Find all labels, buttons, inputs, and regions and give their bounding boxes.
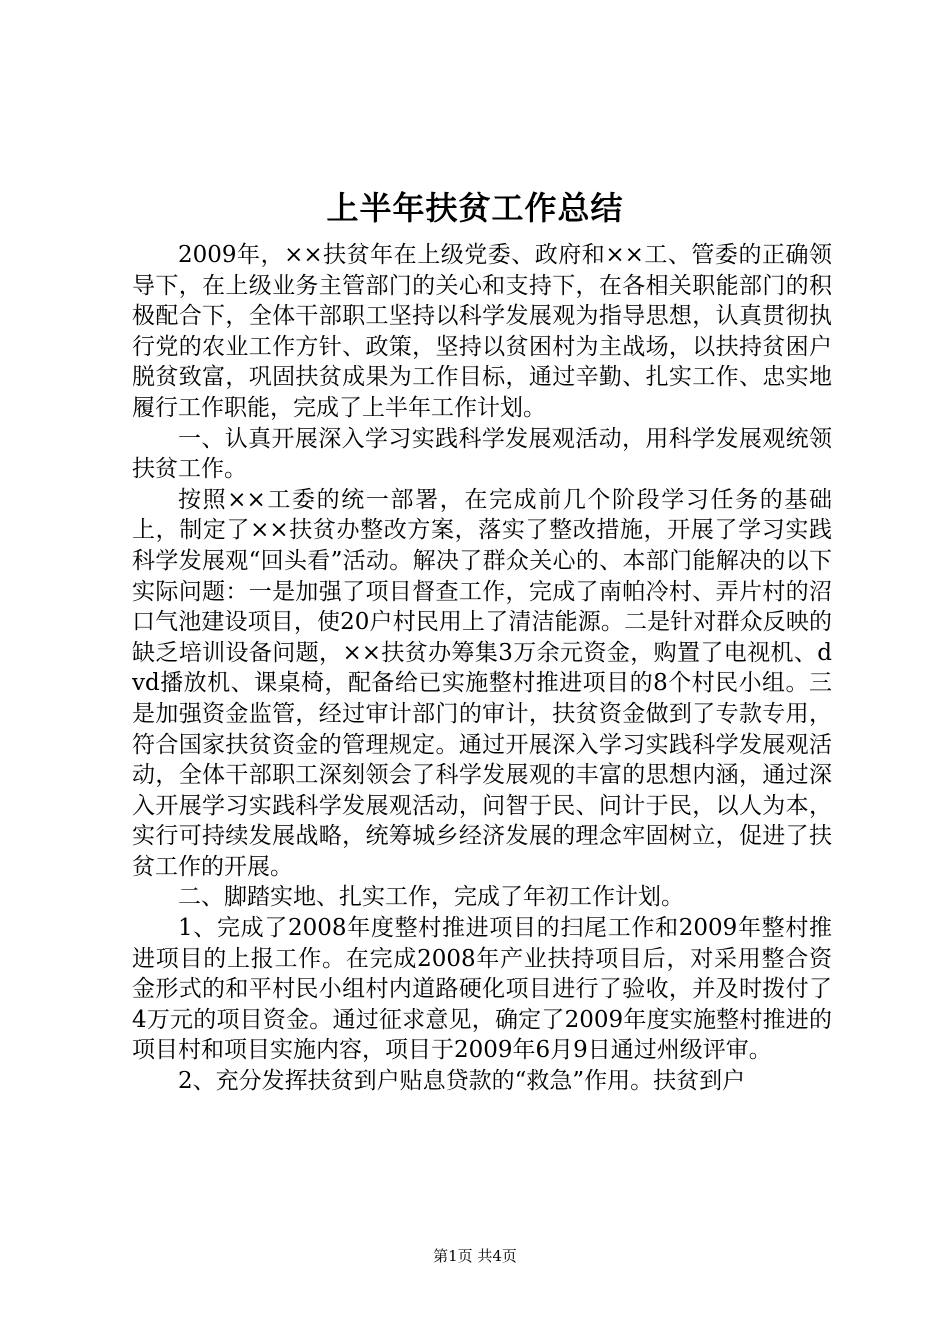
- page-footer: 第1页 共4页: [433, 1247, 517, 1265]
- paragraph-section-1-body: 按照××工委的统一部署，在完成前几个阶段学习任务的基础上，制定了××扶贫办整改方案，落实了整改措施，开展了学习实践科学发展观“回头看”活动。解决了群众关心的、本部门能解决的以下实际问题：一是加强了项目督查工作，完成了南帕冷村、弄片村的沼口气池建设项目，使20户村民用上了清洁能源。二是针对群众反映的缺乏培训设备问题，××扶贫办筹集3万余元资金，购置了电视机、dvd播放机、课桌椅，配备给已实施整村推进项目的8个村民小组。三是加强资金监管，经过审计部门的审计，扶贫资金做到了专款专用，符合国家扶贫资金的管理规定。通过开展深入学习实践科学发展观活动，全体干部职工深刻领会了科学发展观的丰富的思想内涵，通过深入开展学习实践科学发展观活动，问智于民、问计于民，以人为本，实行可持续发展战略，统筹城乡经济发展的理念牢固树立，促进了扶贫工作的开展。: [132, 486, 832, 880]
- paragraph-heading-1: 一、认真开展深入学习实践科学发展观活动，用科学发展观统领扶贫工作。: [132, 425, 832, 483]
- paragraph-heading-2: 二、脚踏实地、扎实工作，完成了年初工作计划。: [178, 884, 684, 911]
- paragraph-item-1: 1、完成了2008年度整村推进项目的扫尾工作和2009年整村推进项目的上报工作。在完成2008年产业扶持项目后，对采用整合资金形式的和平村民小组村内道路硬化项目进行了验收，并及时拨付了4万元的项目资金。通过征求意见，确定了2009年度实施整村推进的项目村和项目实施内容，项目于2009年6月9日通过州级评审。: [132, 915, 832, 1064]
- paragraph-item-2: 2、充分发挥扶贫到户贴息贷款的“救急”作用。扶贫到户: [178, 1068, 746, 1095]
- document-body: [132, 240, 832, 1097]
- paragraph-intro: 2009年，××扶贫年在上级党委、政府和××工、管委的正确领导下，在上级业务主管部门的关心和支持下，在各相关职能部门的积极配合下，全体干部职工坚持以科学发展观为指导思想，认真贯彻执行党的农业工作方针、政策，坚持以贫困村为主战场，以扶持贫困户脱贫致富，巩固扶贫成果为工作目标，通过辛勤、扎实工作、忠实地履行工作职能，完成了上半年工作计划。: [132, 242, 832, 421]
- document-title: 上半年扶贫工作总结: [326, 189, 624, 227]
